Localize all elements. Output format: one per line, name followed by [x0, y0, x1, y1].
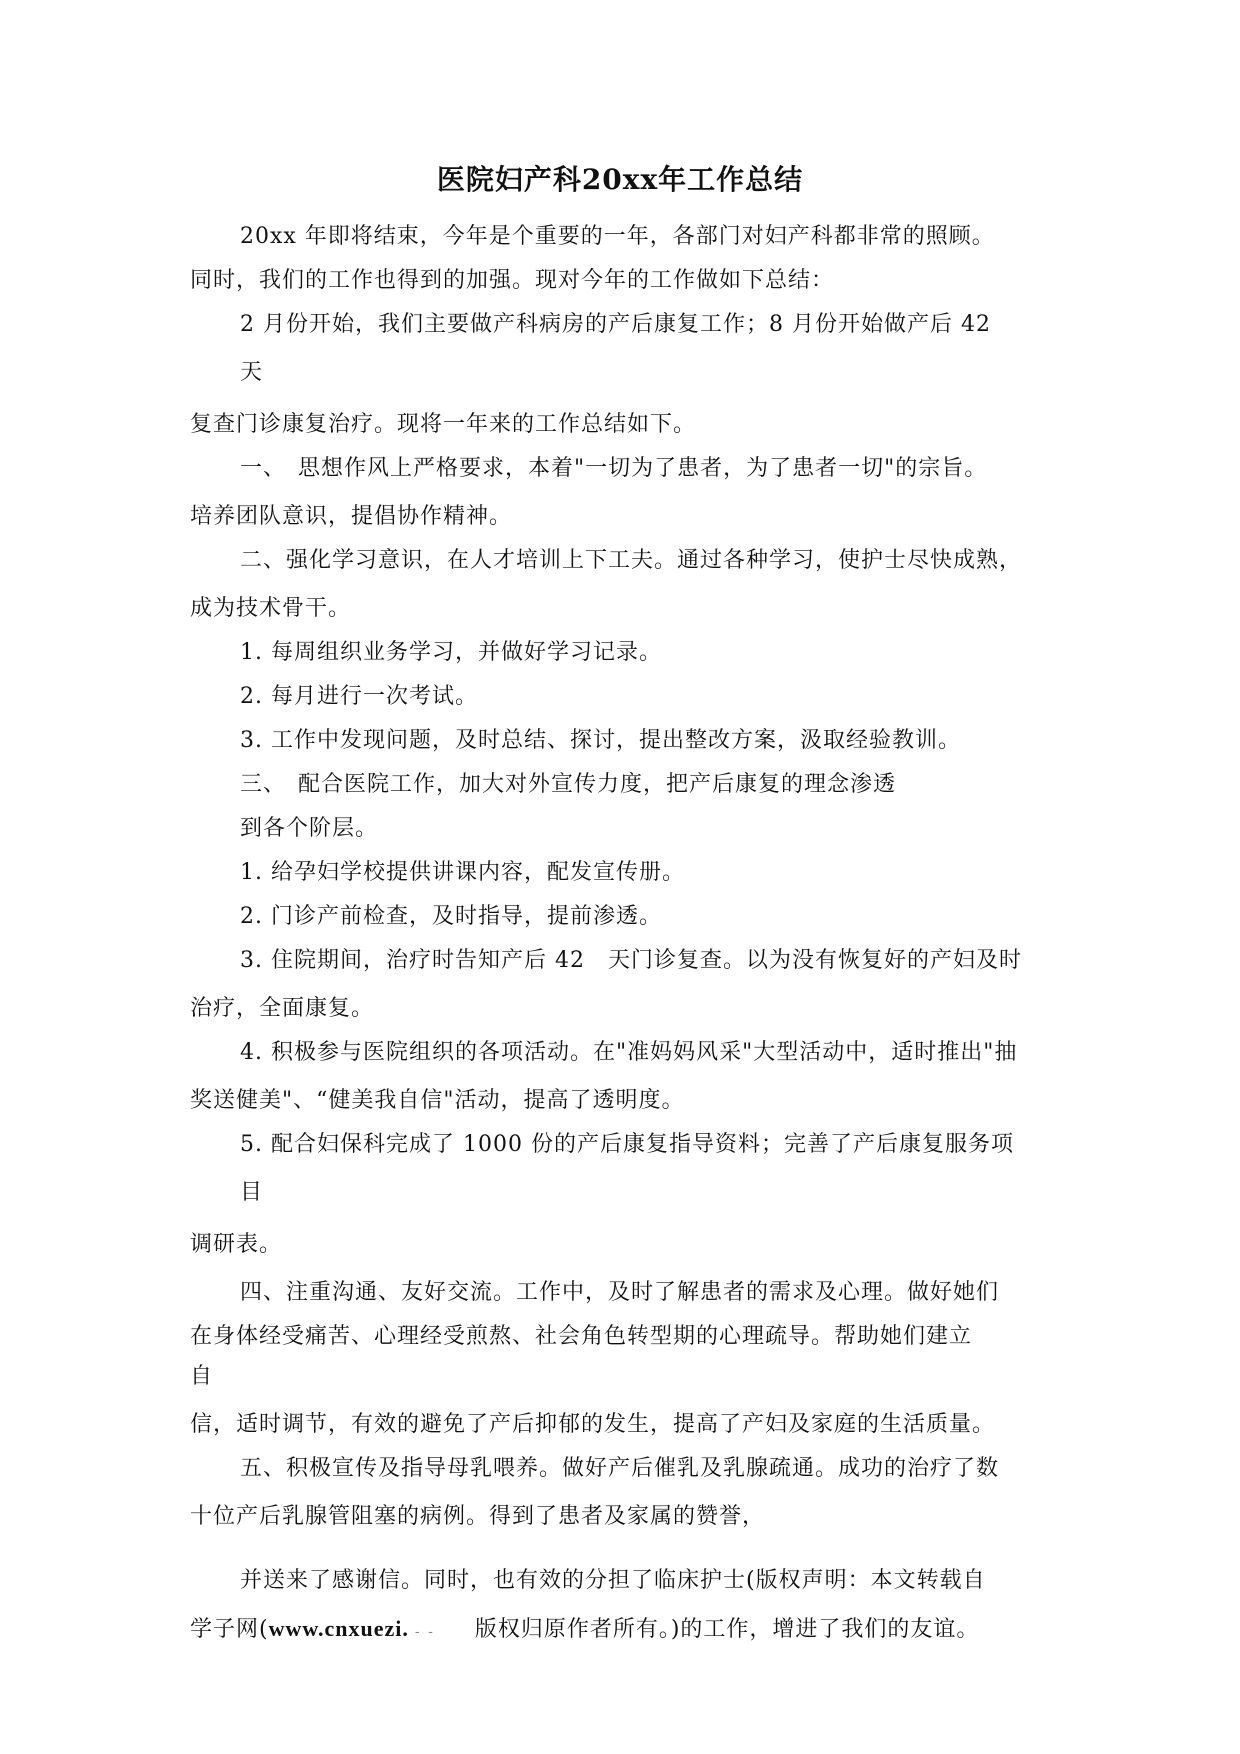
list-item: 3. 工作中发现问题，及时总结、探讨，提出整改方案，汲取经验教训。: [240, 728, 961, 753]
document-title: 医院妇产科20xx年工作总结: [436, 163, 804, 196]
last-line-prefix: 学子网(: [190, 1617, 269, 1642]
truncation-marks: - -: [414, 1624, 435, 1640]
paragraph-line: 四、注重沟通、友好交流。工作中，及时了解患者的需求及心理。做好她们: [240, 1280, 1000, 1305]
paragraph-line: 到各个阶层。: [240, 816, 379, 841]
paragraph-line: 天: [240, 360, 264, 385]
list-item: 5. 配合妇保科完成了 1000 份的产后康复指导资料；完善了产后康复服务项: [240, 1132, 1014, 1157]
paragraph-line: 三、 配合医院工作，加大对外宣传力度，把产后康复的理念渗透: [240, 772, 897, 797]
paragraph-line: 目: [240, 1180, 264, 1205]
paragraph-line: 五、积极宣传及指导母乳喂养。做好产后催乳及乳腺疏通。成功的治疗了数: [240, 1456, 1000, 1481]
paragraph-line: 十位产后乳腺管阻塞的病例。得到了患者及家属的赞誉，: [190, 1504, 766, 1529]
paragraph-line: 并送来了感谢信。同时，也有效的分担了临床护士(版权声明：本文转载自: [240, 1568, 986, 1593]
paragraph-line-last: [190, 1614, 979, 1647]
source-url: www.cnxuezi.: [268, 1616, 409, 1641]
list-item: 3. 住院期间，治疗时告知产后 42 天门诊复查。以为没有恢复好的产妇及时: [240, 948, 1022, 973]
paragraph-line: 二、强化学习意识，在人才培训上下工夫。通过各种学习，使护士尽快成熟，: [240, 548, 1023, 573]
paragraph-line: 一、 思想作风上严格要求，本着"一切为了患者，为了患者一切"的宗旨。: [240, 456, 988, 481]
paragraph-line: 2 月份开始，我们主要做产科病房的产后康复工作；8 月份开始做产后 42: [240, 312, 991, 337]
paragraph-line: 信，适时调节，有效的避免了产后抑郁的发生，提高了产妇及家庭的生活质量。: [190, 1412, 996, 1437]
list-item: 1. 每周组织业务学习，并做好学习记录。: [240, 640, 662, 665]
paragraph-line: 复查门诊康复治疗。现将一年来的工作总结如下。: [190, 412, 697, 437]
paragraph-line: 奖送健美"、“健美我自信"活动，提高了透明度。: [190, 1088, 685, 1113]
list-item: 2. 门诊产前检查，及时指导，提前渗透。: [240, 904, 662, 929]
paragraph-line: 在身体经受痛苦、心理经受煎熬、社会角色转型期的心理疏导。帮助她们建立: [190, 1324, 973, 1349]
list-item: 2. 每月进行一次考试。: [240, 684, 478, 709]
paragraph-line: 调研表。: [190, 1232, 283, 1257]
paragraph-line: 培养团队意识，提倡协作精神。: [190, 504, 513, 529]
list-item: 4. 积极参与医院组织的各项活动。在"准妈妈风采"大型活动中，适时推出"抽: [240, 1040, 1018, 1065]
paragraph-line: 成为技术骨干。: [190, 596, 352, 621]
list-item: 1. 给孕妇学校提供讲课内容，配发宣传册。: [240, 860, 685, 885]
paragraph-line: 20xx 年即将结束，今年是个重要的一年，各部门对妇产科都非常的照顾。: [240, 224, 995, 249]
paragraph-line: 治疗，全面康复。: [190, 996, 375, 1021]
paragraph-line: 同时，我们的工作也得到的加强。现对今年的工作做如下总结：: [190, 268, 835, 293]
paragraph-line: 自: [190, 1364, 214, 1389]
last-line-suffix: 版权归原作者所有。)的工作，增进了我们的友谊。: [474, 1617, 980, 1642]
